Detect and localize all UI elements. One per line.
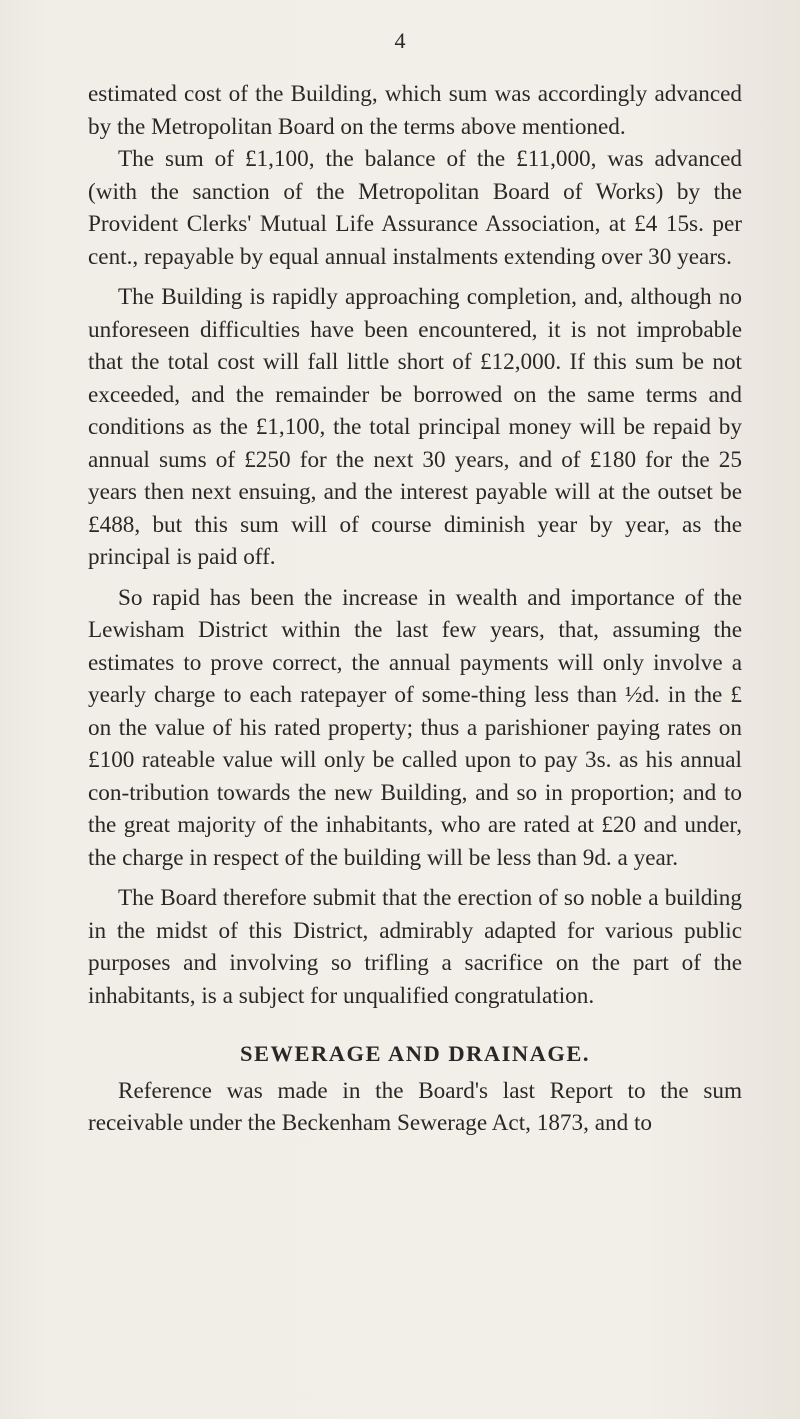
paragraph-congratulation: The Board therefore submit that the erection of so noble a building in the midst of this District, admirably adapted for various public purposes and involving so trifling a sacrifice on the part of the inhabitants, is a subject for unqualified congratulation. — [88, 885, 742, 1009]
paragraph-building-cost: The Building is rapidly approaching completion, and, although no unforeseen difficulties have been encountered, it is not improbable that the total cost will fall little short of £12,000. If this sum be not exceeded, and the remainder be borrowed on the same terms and conditions as the £1,100, the total principal money will be repaid by annual sums of £250 for the next 30 years, and of £180 for the 25 years then next ensuing, and the interest payable will at the outset be £488, but this sum will of course diminish year by year, as the principal is paid off. — [88, 284, 742, 570]
paragraph-continuation: estimated cost of the Building, which sum was accordingly advanced by the Metropolitan Board on the terms above mentioned. — [88, 81, 742, 140]
section-heading: SEWERAGE AND DRAINAGE. — [240, 1041, 590, 1066]
paragraph-sewerage: Reference was made in the Board's last Report to the sum receivable under the Beckenham Sewerage Act, 1873, and to — [88, 1077, 742, 1136]
page-number: 4 — [394, 28, 406, 53]
body-text — [88, 78, 742, 1140]
paragraph-loan-advance: The sum of £1,100, the balance of the £11,000, was advanced (with the sanction of the Metropolitan Board of Works) by the Provident Clerks' Mutual Life Assurance Association, at £4 15s. per cent., repayable by equal annual instalments extending over 30 years. — [88, 146, 742, 270]
paragraph-ratepayer-charge: So rapid has been the increase in wealth and importance of the Lewisham District within the last few years, that, assuming the estimates to prove correct, the annual payments will only involve a yearly charge to each ratepayer of some-thing less than ½d. in the £ on the value of his rated property; thus a parishioner paying rates on £100 rateable value will only be called upon to pay 3s. as his annual con-tribution towards the new Building, and so in proportion; and to the great majority of the inhabitants, who are rated at £20 and under, the charge in respect of the building will be less than 9d. a year. — [88, 584, 742, 871]
